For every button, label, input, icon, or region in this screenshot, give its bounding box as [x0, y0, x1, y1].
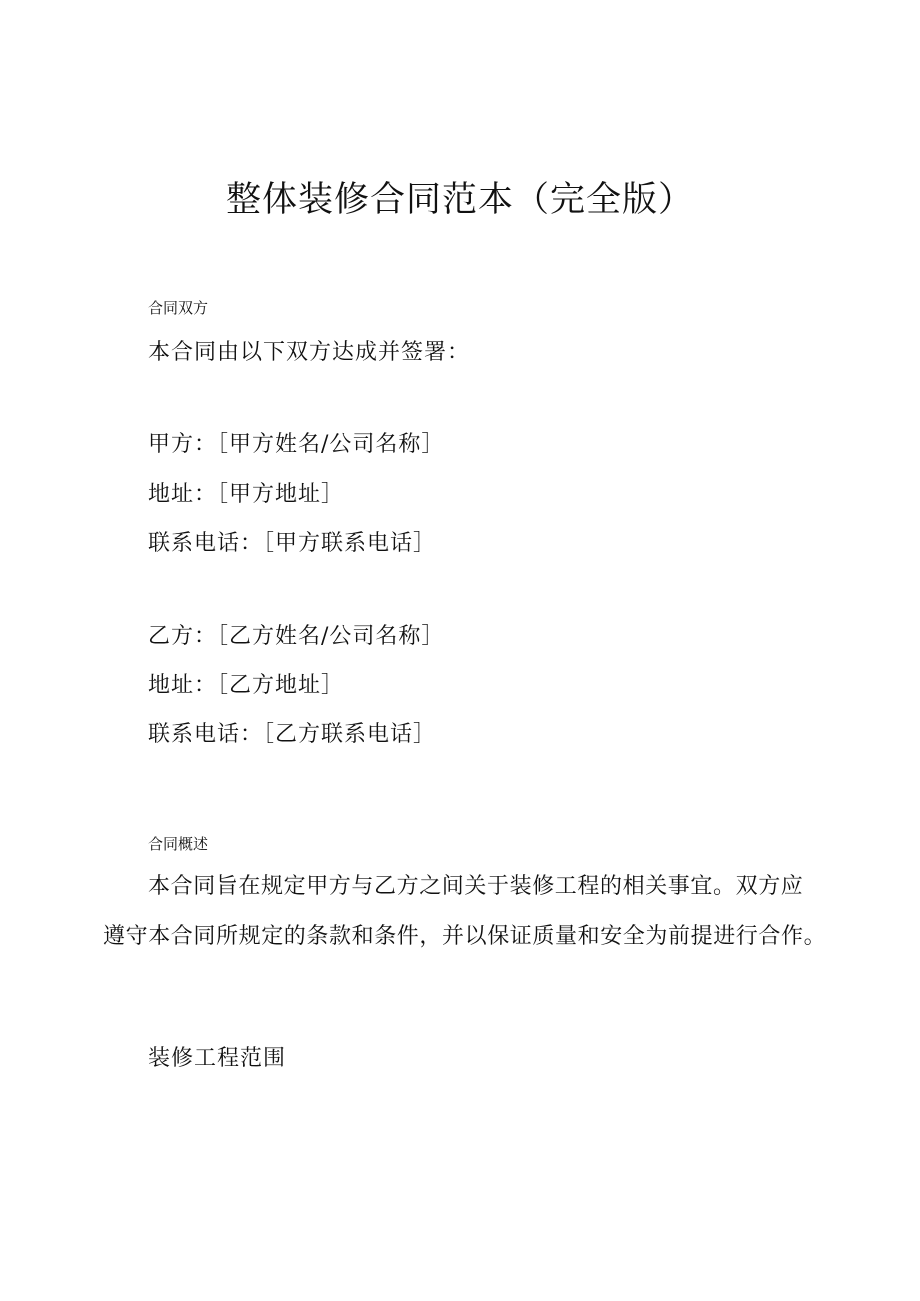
party-a-name: 甲方：［甲方姓名/公司名称］ — [148, 432, 445, 457]
overview-paragraph-line-1: 本合同旨在规定甲方与乙方之间关于装修工程的相关事宜。双方应 — [148, 874, 804, 899]
overview-paragraph-line-2: 遵守本合同所规定的条款和条件，并以保证质量和安全为前提进行合作。 — [103, 924, 827, 949]
party-a-phone: 联系电话：［甲方联系电话］ — [148, 531, 437, 556]
party-b-phone: 联系电话：［乙方联系电话］ — [148, 722, 437, 747]
party-b-name: 乙方：［乙方姓名/公司名称］ — [148, 624, 445, 649]
section-heading-overview: 合同概述 — [148, 835, 209, 853]
parties-intro: 本合同由以下双方达成并签署： — [148, 340, 471, 365]
party-b-address: 地址：［乙方地址］ — [148, 673, 345, 698]
section-heading-parties: 合同双方 — [148, 299, 209, 317]
document-title: 整体装修合同范本（完全版） — [225, 180, 694, 220]
section-heading-scope: 装修工程范围 — [148, 1046, 287, 1071]
party-a-address: 地址：［甲方地址］ — [148, 482, 345, 507]
